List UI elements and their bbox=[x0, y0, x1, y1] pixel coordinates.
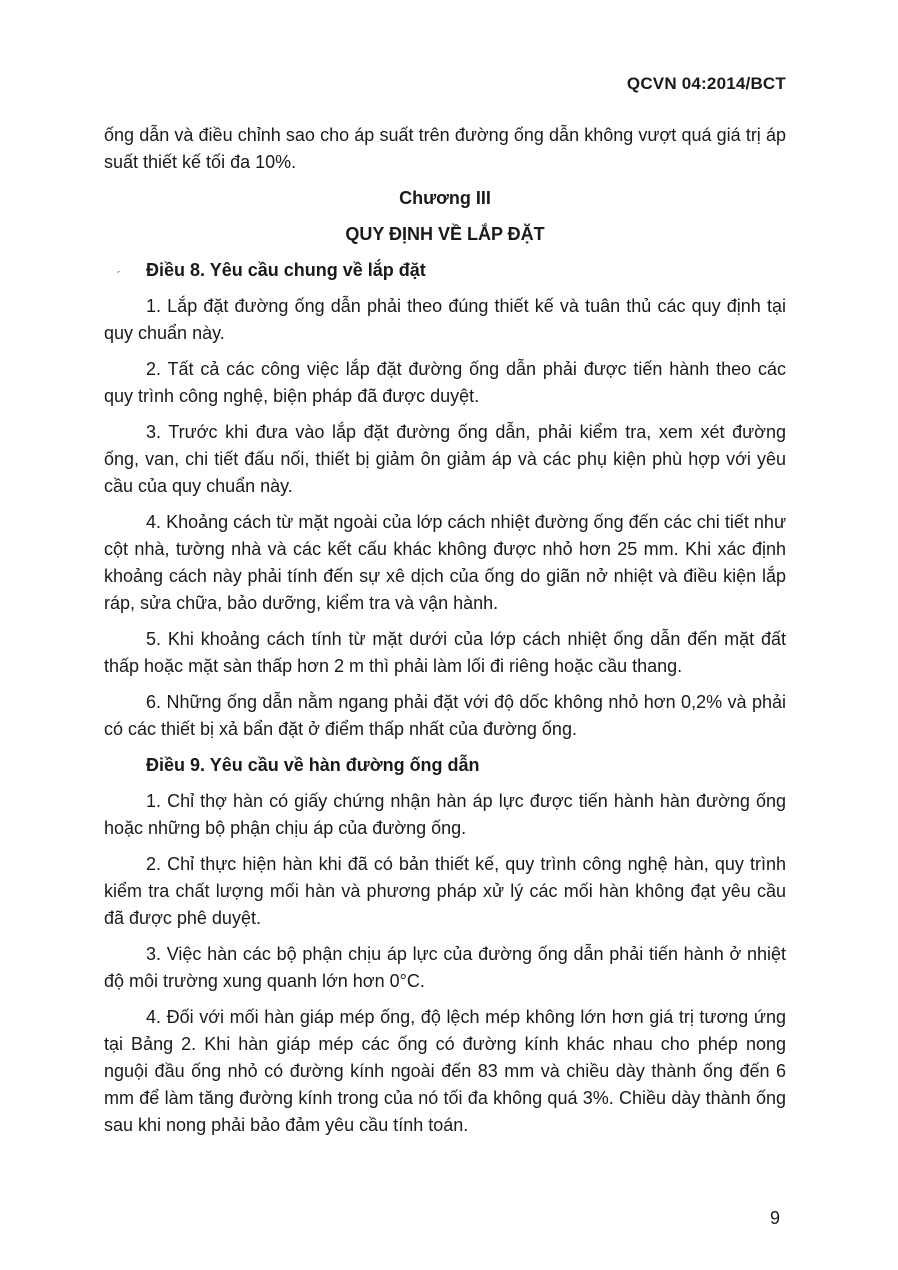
margin-mark: ˊ bbox=[116, 268, 121, 284]
standard-code: QCVN 04:2014/BCT bbox=[626, 74, 786, 93]
chapter-title: QUY ĐỊNH VỀ LẮP ĐẶT bbox=[345, 224, 545, 244]
article-9-item: 1. Chỉ thợ hàn có giấy chứng nhận hàn áp lực được tiến hành hàn đường ống hoặc những bộ phận chịu áp của đường ống. bbox=[104, 791, 786, 838]
article-8-item: 3. Trước khi đưa vào lắp đặt đường ống dẫn, phải kiểm tra, xem xét đường ống, van, chi tiết đấu nối, thiết bị giảm ôn giảm áp và các phụ kiện phù hợp với yêu cầu của quy chuẩn này. bbox=[104, 422, 786, 496]
article-8-item: 6. Những ống dẫn nằm ngang phải đặt với độ dốc không nhỏ hơn 0,2% và phải có các thiết bị xả bẩn đặt ở điểm thấp nhất của đường ống. bbox=[104, 692, 786, 739]
article-9-item: 2. Chỉ thực hiện hàn khi đã có bản thiết kế, quy trình công nghệ hàn, quy trình kiểm tra chất lượng mối hàn và phương pháp xử lý các mối hàn không đạt yêu cầu đã được phê duyệt. bbox=[104, 854, 786, 928]
article-8-item: 5. Khi khoảng cách tính từ mặt dưới của lớp cách nhiệt ống dẫn đến mặt đất thấp hoặc mặt sàn thấp hơn 2 m thì phải làm lối đi riêng hoặc cầu thang. bbox=[104, 629, 786, 676]
article-8-heading: Điều 8. Yêu cầu chung về lắp đặt bbox=[146, 260, 426, 280]
article-9-item: 3. Việc hàn các bộ phận chịu áp lực của đường ống dẫn phải tiến hành ở nhiệt độ môi trường xung quanh lớn hơn 0°C. bbox=[104, 944, 786, 991]
article-8-item: 2. Tất cả các công việc lắp đặt đường ống dẫn phải được tiến hành theo các quy trình công nghệ, biện pháp đã được duyệt. bbox=[104, 359, 786, 406]
article-9-heading: Điều 9. Yêu cầu về hàn đường ống dẫn bbox=[146, 755, 480, 775]
page-number: 9 bbox=[769, 1208, 780, 1228]
article-8-item: 1. Lắp đặt đường ống dẫn phải theo đúng thiết kế và tuân thủ các quy định tại quy chuẩn này. bbox=[104, 296, 786, 343]
article-9-item: 4. Đối với mối hàn giáp mép ống, độ lệch mép không lớn hơn giá trị tương ứng tại Bảng 2. Khi hàn giáp mép các ống có đường kính khác nhau cho phép nong nguội đầu ống nhỏ có đường kính ngoài đến 83 mm và chiều dày thành ống đến 6 mm để làm tăng đường kính trong của nó tối đa không quá 3%. Chiều dày thành ống sau khi nong phải bảo đảm yêu cầu tính toán. bbox=[104, 1007, 786, 1135]
page-body bbox=[104, 122, 786, 1139]
intro-paragraph: ống dẫn và điều chỉnh sao cho áp suất trên đường ống dẫn không vượt quá giá trị áp suất thiết kế tối đa 10%. bbox=[104, 125, 786, 172]
chapter-label: Chương III bbox=[399, 188, 491, 208]
article-8-item: 4. Khoảng cách từ mặt ngoài của lớp cách nhiệt đường ống đến các chi tiết như cột nhà, tường nhà và các kết cấu khác không được nhỏ hơn 25 mm. Khi xác định khoảng cách này phải tính đến sự xê dịch của ống do giãn nở nhiệt và điều kiện lắp ráp, sửa chữa, bảo dưỡng, kiểm tra và vận hành. bbox=[104, 512, 786, 613]
